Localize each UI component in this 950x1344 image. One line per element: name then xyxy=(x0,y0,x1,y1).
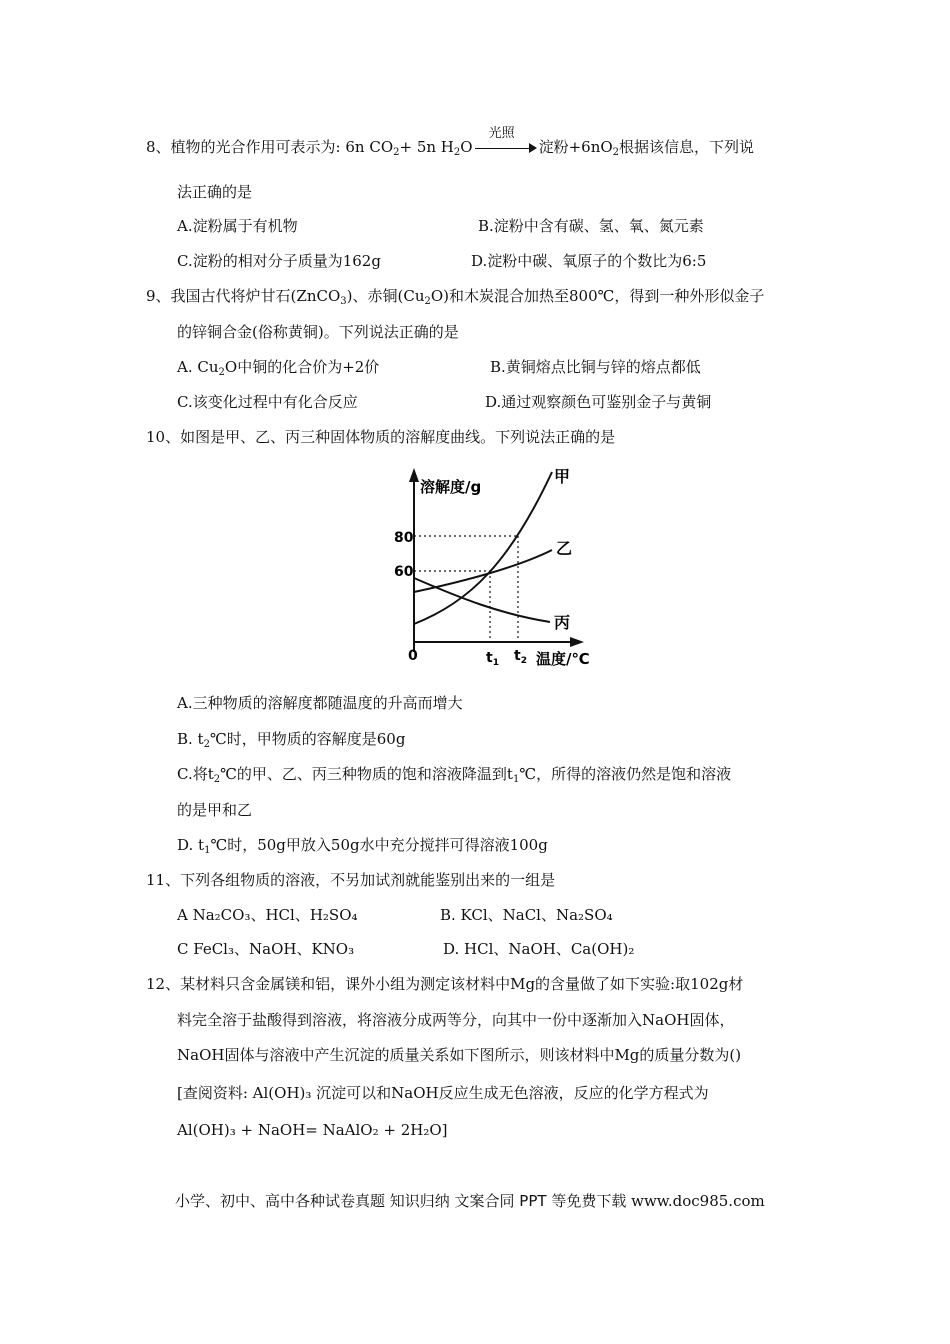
q11-stem: 11、下列各组物质的溶液，不另加试剂就能鉴别出来的一组是 xyxy=(146,871,556,889)
q10-option-a: A.三种物质的溶解度都随温度的升高而增大 xyxy=(177,694,463,712)
y-tick-80: 80 xyxy=(394,530,414,546)
q11-option-a: A Na₂CO₃、HCl、H₂SO₄ xyxy=(177,906,358,924)
page-footer xyxy=(175,1190,765,1211)
q9-stem-line2: 的锌铜合金(俗称黄铜)。下列说法正确的是 xyxy=(177,323,459,341)
x-axis-label: 温度/℃ xyxy=(536,650,590,668)
footer-url[interactable]: www.doc985.com xyxy=(631,1192,765,1210)
y-axis-label: 溶解度/g xyxy=(420,478,482,496)
q10-stem: 10、如图是甲、乙、丙三种固体物质的溶解度曲线。下列说法正确的是 xyxy=(146,428,616,446)
reaction-arrow-icon: 光照 xyxy=(475,138,537,158)
q10-option-d: D. $t_1℃$时，50g甲放入50g水中充分搅拌可得溶液100g xyxy=(177,836,548,856)
y-axis-arrow-icon xyxy=(409,468,419,482)
q10-option-c: C.将$t_2℃$的甲、乙、丙三种物质的饱和溶液降温到$t_1℃$，所得的溶液仍然是饱和溶液 xyxy=(177,765,732,785)
x-tick-t2: $t_2$ xyxy=(514,648,527,666)
q12-reference-line2: Al(OH)₃ + NaOH= NaAlO₂ + 2H₂O] xyxy=(177,1121,448,1139)
origin-label: 0 xyxy=(408,648,418,664)
q9-stem: 9、我国古代将炉甘石(ZnCO$_3$)、赤铜$(Cu_2O)$和木炭混合加热至800℃，得到一种外形似金子 xyxy=(146,287,765,307)
series-label-jia: 甲 xyxy=(554,467,571,486)
q8-stem-line2: 法正确的是 xyxy=(177,183,253,201)
q10-option-b: B. $t_2℃$时，甲物质的容解度是60g xyxy=(177,730,406,750)
q11-option-b: B. KCl、NaCl、Na₂SO₄ xyxy=(440,906,613,924)
series-label-yi: 乙 xyxy=(556,539,573,558)
q9-option-c: C.该变化过程中有化合反应 xyxy=(177,393,358,411)
y-tick-60: 60 xyxy=(394,564,414,580)
q8-option-a: A.淀粉属于有机物 xyxy=(177,217,298,235)
q12-stem-line2: 料完全溶于盐酸得到溶液，将溶液分成两等分，向其中一份中逐渐加入NaOH固体， xyxy=(177,1011,735,1029)
x-axis-arrow-icon xyxy=(570,637,584,647)
series-label-bing: 丙 xyxy=(554,613,571,632)
q8-option-d: D.淀粉中碳、氧原子的个数比为6:5 xyxy=(471,252,707,270)
q11-option-d: D. HCl、NaOH、Ca(OH)₂ xyxy=(443,940,635,958)
q9-option-b: B.黄铜熔点比铜与锌的熔点都低 xyxy=(490,358,701,376)
x-tick-t1: $t_1$ xyxy=(486,650,499,668)
q11-option-c: C FeCl₃、NaOH、KNO₃ xyxy=(177,940,355,958)
q9-option-d: D.通过观察颜色可鉴别金子与黄铜 xyxy=(485,393,712,411)
footer-text: 小学、初中、高中各种试卷真题 知识归纳 文案合同 PPT 等免费下载 xyxy=(175,1192,627,1210)
q12-stem-line1: 12、某材料只含金属镁和铝，课外小组为测定该材料中Mg的含量做了如下实验:取102g材 xyxy=(146,975,744,993)
q8-option-b: B.淀粉中含有碳、氢、氧、氮元素 xyxy=(478,217,704,235)
q12-reference-line1: [查阅资料: Al(OH)₃ 沉淀可以和NaOH反应生成无色溶液，反应的化学方程式为 xyxy=(177,1084,709,1102)
q8-stem: 8、植物的光合作用可表示为: 6n $CO_2+ 5n$ $H_2O$ 光照 淀粉$+6nO_2$根据该信息，下列说 xyxy=(146,126,755,158)
solubility-chart xyxy=(390,462,610,672)
q8-option-c: C.淀粉的相对分子质量为162g xyxy=(177,252,381,270)
q10-option-c-line2: 的是甲和乙 xyxy=(177,801,253,819)
q9-option-a: A. $Cu_2O$中铜的化合价为+2价 xyxy=(177,358,380,378)
q12-stem-line3: NaOH固体与溶液中产生沉淀的质量关系如下图所示，则该材料中Mg的质量分数为() xyxy=(177,1046,742,1064)
